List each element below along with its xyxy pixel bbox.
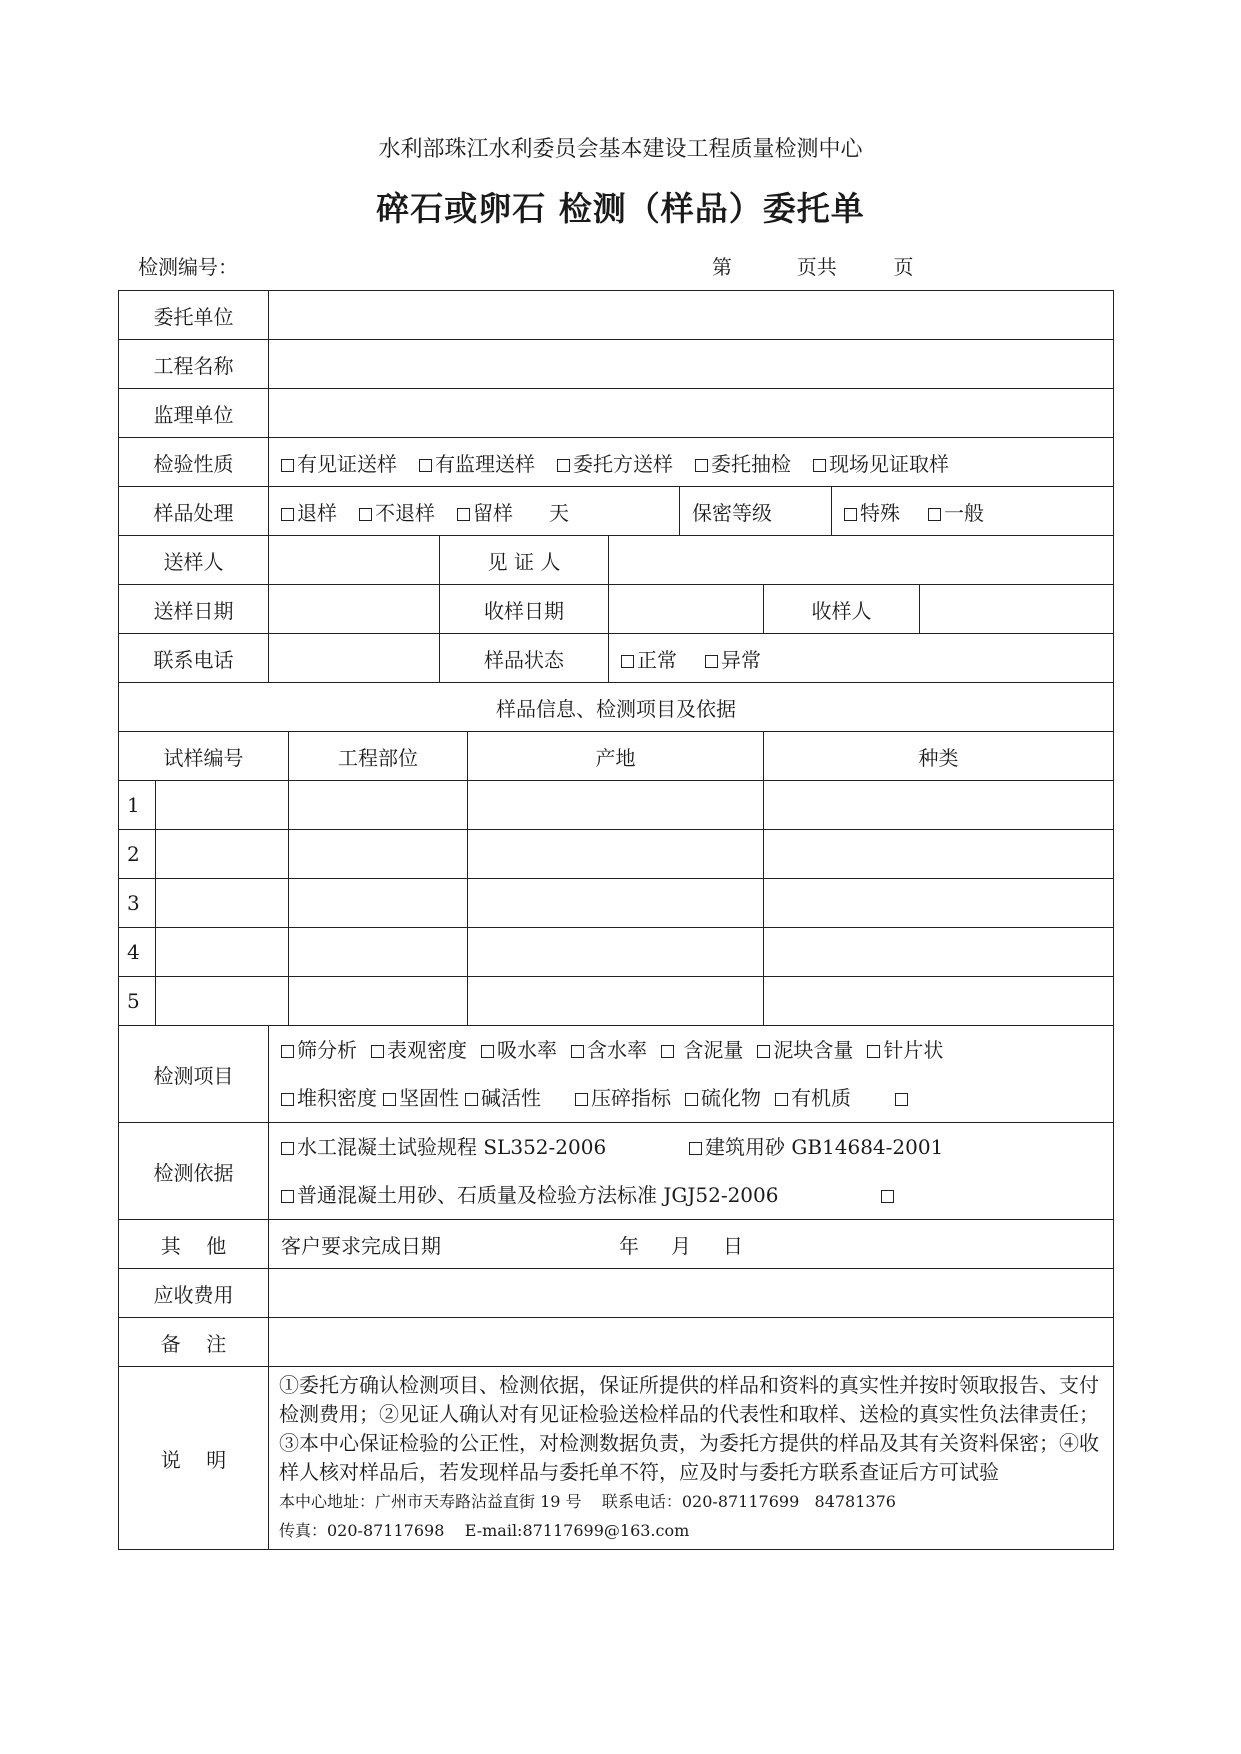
- project-part-cell[interactable]: [289, 977, 468, 1026]
- page-ye: 页: [893, 255, 914, 279]
- witness-field[interactable]: [609, 536, 1114, 585]
- row-sender: [119, 536, 1114, 585]
- type-cell[interactable]: [764, 781, 1114, 830]
- state-checkbox-1[interactable]: [621, 655, 634, 668]
- item-9: 坚固性: [399, 1086, 459, 1110]
- secrecy-checkbox-1[interactable]: [844, 508, 857, 521]
- phone-label: 联系电话: [119, 634, 269, 683]
- item-checkbox-14[interactable]: [895, 1093, 908, 1106]
- notes-text: ①委托方确认检测项目、检测依据，保证所提供的样品和资料的真实性并按时领取报告、支付检测费用；②见证人确认对有见证检验送检样品的代表性和取样、送检的真实性负法律责任；③本中心保证检验的公正性，对检测数据负责，为委托方提供的样品及其有关资料保密；④收样人核对样品后，若发现样品与委托单不符，应及时与委托方联系查证后方可试验: [279, 1373, 1099, 1484]
- item-checkbox-7[interactable]: [867, 1045, 880, 1058]
- table-row: [119, 879, 1114, 928]
- item-7: 针片状: [883, 1038, 944, 1062]
- secrecy-option-2: 一般: [944, 500, 984, 525]
- basis-checkbox-1[interactable]: [281, 1142, 294, 1155]
- origin-cell[interactable]: [468, 781, 764, 830]
- origin-cell[interactable]: [468, 879, 764, 928]
- item-3: 吸水率: [497, 1038, 557, 1062]
- col-type: 种类: [764, 732, 1114, 781]
- project-field[interactable]: [269, 340, 1114, 389]
- client-label: 委托单位: [119, 291, 269, 340]
- send-date-field[interactable]: [269, 585, 440, 634]
- handling-label: 样品处理: [119, 487, 269, 536]
- item-12: 硫化物: [701, 1086, 761, 1110]
- handling-option-3: 留样: [473, 500, 513, 525]
- item-checkbox-5[interactable]: [661, 1045, 674, 1058]
- test-number-label: 检测编号：: [138, 255, 238, 279]
- secrecy-option-1: 特殊: [860, 500, 900, 525]
- project-part-cell[interactable]: [289, 781, 468, 830]
- handling-days: 天: [549, 500, 569, 525]
- table-row: [119, 977, 1114, 1026]
- form-title: 碎石或卵石 检测（样品）委托单: [376, 189, 865, 228]
- row-phone: [119, 634, 1114, 683]
- nature-checkbox-1[interactable]: [281, 459, 294, 472]
- receive-date-field[interactable]: [609, 585, 764, 634]
- table-row: [119, 830, 1114, 879]
- basis-1: 水工混凝土试验规程 SL352-2006: [297, 1135, 607, 1159]
- sender-label: 送样人: [119, 536, 269, 585]
- row-index: 4: [119, 928, 156, 977]
- row-index: 1: [119, 781, 156, 830]
- nature-checkbox-2[interactable]: [419, 459, 432, 472]
- secrecy-checkbox-2[interactable]: [928, 508, 941, 521]
- handling-checkbox-3[interactable]: [457, 508, 470, 521]
- handling-checkbox-2[interactable]: [359, 508, 372, 521]
- table-row: [119, 781, 1114, 830]
- sample-no-cell[interactable]: [156, 781, 289, 830]
- row-supervisor: [119, 389, 1114, 438]
- sample-no-cell[interactable]: [156, 928, 289, 977]
- basis-2: 建筑用砂 GB14684-2001: [705, 1135, 944, 1159]
- other-field[interactable]: [269, 1220, 1114, 1269]
- row-test-basis: [119, 1123, 1114, 1220]
- origin-cell[interactable]: [468, 928, 764, 977]
- project-part-cell[interactable]: [289, 879, 468, 928]
- item-13: 有机质: [791, 1086, 851, 1110]
- item-checkbox-4[interactable]: [571, 1045, 584, 1058]
- handling-option-2: 不退样: [375, 500, 435, 525]
- row-section-title: [119, 683, 1114, 732]
- notes-content: [269, 1367, 1114, 1550]
- table-row: [119, 928, 1114, 977]
- nature-checkbox-5[interactable]: [813, 459, 826, 472]
- item-checkbox-9[interactable]: [383, 1093, 396, 1106]
- item-checkbox-8[interactable]: [281, 1093, 294, 1106]
- nature-options: [269, 438, 1114, 487]
- nature-label: 检验性质: [119, 438, 269, 487]
- entrust-form-table: [118, 290, 1114, 1550]
- item-6: 泥块含量: [773, 1038, 854, 1062]
- items-label: 检测项目: [119, 1026, 269, 1123]
- item-4: 含水率: [587, 1038, 647, 1062]
- nature-option-2: 有监理送样: [435, 451, 535, 476]
- other-day: 日: [723, 1233, 743, 1258]
- state-options: [609, 634, 1114, 683]
- remark-field[interactable]: [269, 1318, 1114, 1367]
- item-1: 筛分析: [297, 1038, 357, 1062]
- other-month: 月: [671, 1233, 691, 1258]
- item-checkbox-11[interactable]: [575, 1093, 588, 1106]
- state-option-2: 异常: [721, 647, 761, 672]
- sender-field[interactable]: [269, 536, 440, 585]
- receive-date-label: 收样日期: [440, 585, 609, 634]
- handling-option-1: 退样: [297, 500, 337, 525]
- row-handling: [119, 487, 1114, 536]
- basis-checkbox-2[interactable]: [689, 1142, 702, 1155]
- center-fax: 传真：020-87117698 E-mail:87117699@163.com: [279, 1521, 690, 1540]
- state-label: 样品状态: [440, 634, 609, 683]
- basis-label: 检测依据: [119, 1123, 269, 1220]
- type-cell[interactable]: [764, 928, 1114, 977]
- basis-checkbox-3[interactable]: [281, 1190, 294, 1203]
- sample-no-cell[interactable]: [156, 830, 289, 879]
- receiver-label: 收样人: [764, 585, 920, 634]
- witness-label: 见 证 人: [440, 536, 609, 585]
- project-label: 工程名称: [119, 340, 269, 389]
- notes-label: 说 明: [119, 1367, 269, 1550]
- nature-checkbox-3[interactable]: [557, 459, 570, 472]
- phone-field[interactable]: [269, 634, 440, 683]
- row-index: 2: [119, 830, 156, 879]
- row-remark: [119, 1318, 1114, 1367]
- row-index: 5: [119, 977, 156, 1026]
- project-part-cell[interactable]: [289, 928, 468, 977]
- row-index: 3: [119, 879, 156, 928]
- row-fee: [119, 1269, 1114, 1318]
- basis-options: [269, 1123, 1114, 1220]
- item-checkbox-12[interactable]: [685, 1093, 698, 1106]
- items-options: [269, 1026, 1114, 1123]
- nature-option-4: 委托抽检: [711, 451, 791, 476]
- row-notes: [119, 1367, 1114, 1550]
- item-5: 含泥量: [677, 1038, 744, 1062]
- item-checkbox-2[interactable]: [371, 1045, 384, 1058]
- item-checkbox-13[interactable]: [775, 1093, 788, 1106]
- supervisor-field[interactable]: [269, 389, 1114, 438]
- client-field[interactable]: [269, 291, 1114, 340]
- supervisor-label: 监理单位: [119, 389, 269, 438]
- handling-checkbox-1[interactable]: [281, 508, 294, 521]
- state-checkbox-2[interactable]: [705, 655, 718, 668]
- item-10: 碱活性: [481, 1086, 541, 1110]
- other-text: 客户要求完成日期: [281, 1233, 441, 1258]
- secrecy-options: [832, 487, 1114, 536]
- basis-3: 普通混凝土用砂、石质量及检验方法标准 JGJ52-2006: [297, 1183, 779, 1207]
- item-2: 表观密度: [387, 1038, 467, 1062]
- type-cell[interactable]: [764, 977, 1114, 1026]
- row-dates: [119, 585, 1114, 634]
- center-address: 本中心地址：广州市天寿路沾益直街 19 号 联系电话：020-87117699 84781376: [279, 1492, 896, 1511]
- page-ye-gong: 页共: [796, 255, 837, 279]
- item-checkbox-1[interactable]: [281, 1045, 294, 1058]
- nature-option-3: 委托方送样: [573, 451, 673, 476]
- nature-option-1: 有见证送样: [297, 451, 397, 476]
- state-option-1: 正常: [637, 647, 677, 672]
- nature-option-5: 现场见证取样: [829, 451, 949, 476]
- fee-field[interactable]: [269, 1269, 1114, 1318]
- send-date-label: 送样日期: [119, 585, 269, 634]
- type-cell[interactable]: [764, 830, 1114, 879]
- item-checkbox-10[interactable]: [465, 1093, 478, 1106]
- remark-label: 备 注: [119, 1318, 269, 1367]
- secrecy-label: 保密等级: [680, 487, 832, 536]
- origin-cell[interactable]: [468, 830, 764, 879]
- row-column-headers: [119, 732, 1114, 781]
- other-year: 年: [619, 1233, 639, 1258]
- handling-options: [269, 487, 680, 536]
- row-other: [119, 1220, 1114, 1269]
- page-info: [712, 251, 913, 280]
- section-title: 样品信息、检测项目及依据: [119, 683, 1114, 732]
- row-nature: [119, 438, 1114, 487]
- col-origin: 产地: [468, 732, 764, 781]
- receiver-field[interactable]: [920, 585, 1114, 634]
- item-checkbox-3[interactable]: [481, 1045, 494, 1058]
- item-checkbox-6[interactable]: [757, 1045, 770, 1058]
- nature-checkbox-4[interactable]: [695, 459, 708, 472]
- item-11: 压碎指标: [591, 1086, 671, 1110]
- fee-label: 应收费用: [119, 1269, 269, 1318]
- project-part-cell[interactable]: [289, 830, 468, 879]
- item-8: 堆积密度: [297, 1086, 377, 1110]
- sample-no-cell[interactable]: [156, 879, 289, 928]
- type-cell[interactable]: [764, 879, 1114, 928]
- sample-no-cell[interactable]: [156, 977, 289, 1026]
- origin-cell[interactable]: [468, 977, 764, 1026]
- row-client: [119, 291, 1114, 340]
- row-test-items: [119, 1026, 1114, 1123]
- other-label: 其 他: [119, 1220, 269, 1269]
- org-name: 水利部珠江水利委员会基本建设工程质量检测中心: [378, 137, 863, 162]
- basis-checkbox-4[interactable]: [881, 1190, 894, 1203]
- col-sample-no: 试样编号: [119, 732, 289, 781]
- page-di: 第: [712, 255, 732, 279]
- row-project: [119, 340, 1114, 389]
- col-project-part: 工程部位: [289, 732, 468, 781]
